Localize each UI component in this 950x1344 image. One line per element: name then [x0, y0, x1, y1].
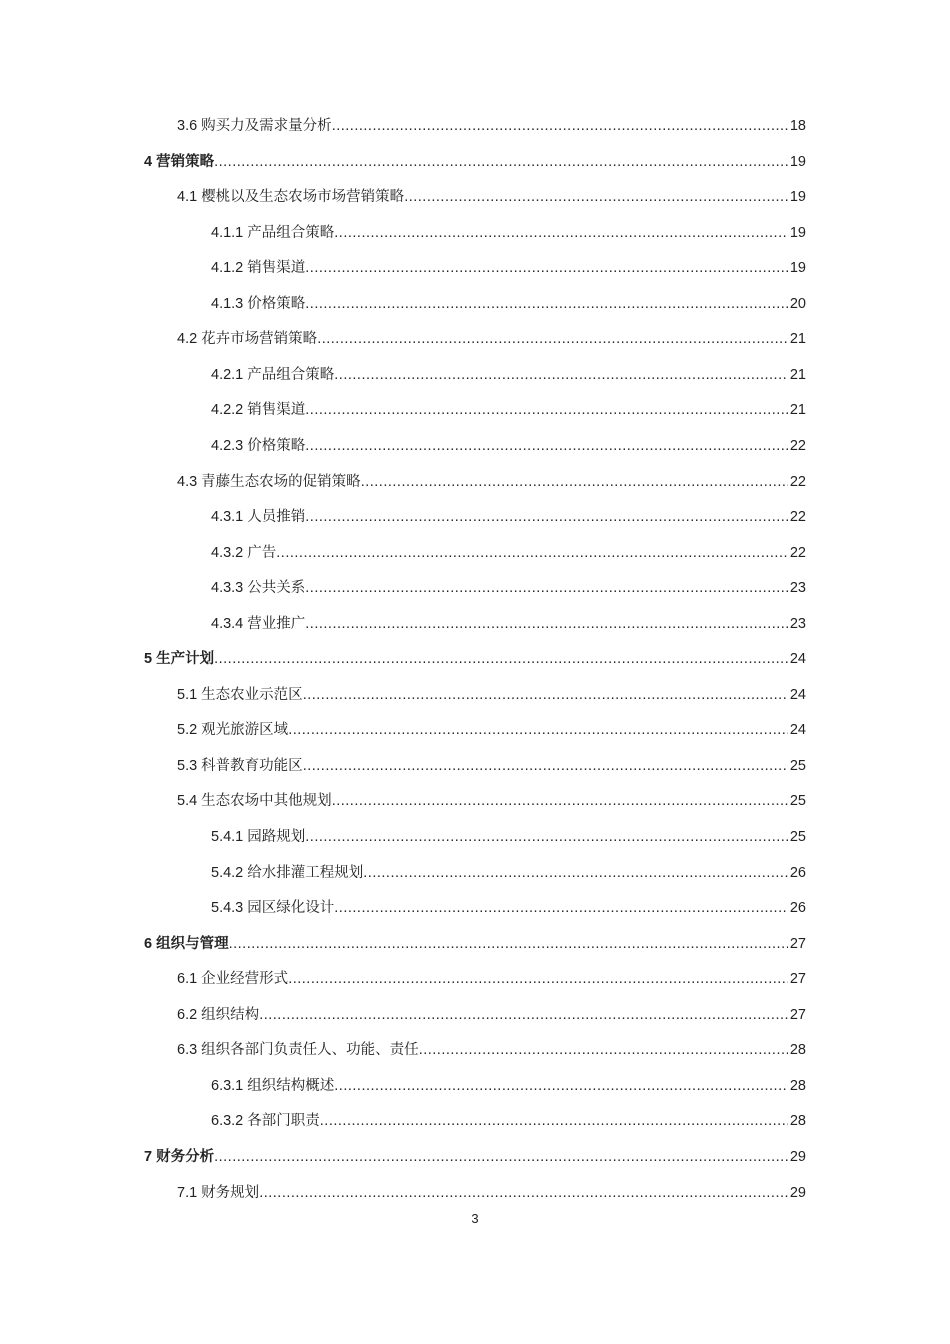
dot-leader	[259, 998, 788, 1034]
toc-entry-page: 27	[789, 971, 806, 988]
toc-entry-title: 4 营销策略	[144, 153, 215, 170]
toc-entry[interactable]	[211, 216, 806, 252]
toc-entry-title: 4.2.3 价格策略	[211, 437, 306, 454]
toc-entry-page: 29	[789, 1148, 806, 1165]
toc-entry-page: 26	[789, 900, 806, 917]
toc-entry[interactable]	[211, 500, 806, 536]
dot-leader	[334, 891, 788, 927]
dot-leader	[288, 713, 788, 749]
dot-leader	[305, 429, 788, 465]
toc-entry[interactable]	[211, 251, 806, 287]
toc-entry-page: 25	[789, 757, 806, 774]
toc-entry[interactable]	[177, 1176, 806, 1212]
toc-entry-title: 5.1 生态农业示范区	[177, 686, 303, 703]
toc-entry-page: 28	[789, 1042, 806, 1059]
dot-leader	[332, 109, 788, 145]
toc-entry-title: 4.3 青藤生态农场的促销策略	[177, 473, 361, 490]
toc-entry-title: 4.3.1 人员推销	[211, 509, 306, 526]
toc-entry[interactable]	[177, 1033, 806, 1069]
toc-entry-title: 4.1.1 产品组合策略	[211, 224, 335, 241]
toc-entry-page: 22	[789, 473, 806, 490]
toc-entry-page: 25	[789, 829, 806, 845]
toc-entry-title: 4.2.2 销售渠道	[211, 402, 306, 419]
toc-entry-page: 27	[789, 935, 806, 952]
toc-entry[interactable]	[211, 536, 806, 572]
toc-entry-title: 5.3 科普教育功能区	[177, 757, 303, 774]
toc-entry-page: 27	[789, 1006, 806, 1023]
dot-leader	[305, 571, 788, 607]
dot-leader	[229, 927, 788, 963]
dot-leader	[320, 1104, 788, 1140]
toc-entry-page: 23	[789, 615, 806, 632]
dot-leader	[363, 856, 788, 892]
toc-entry-title: 6.2 组织结构	[177, 1006, 260, 1023]
dot-leader	[305, 500, 788, 536]
toc-entry[interactable]	[211, 393, 806, 429]
toc-entry-page: 22	[789, 437, 806, 454]
dot-leader	[361, 465, 788, 501]
toc-entry-title: 5.4.3 园区绿化设计	[211, 900, 335, 917]
toc-entry[interactable]	[144, 145, 806, 181]
toc-entry[interactable]	[177, 713, 806, 749]
toc-entry[interactable]	[211, 856, 806, 892]
toc-entry[interactable]	[144, 642, 806, 678]
toc-entry[interactable]	[177, 998, 806, 1034]
toc-entry[interactable]	[211, 429, 806, 465]
toc-entry[interactable]	[211, 358, 806, 394]
toc-entry-page: 24	[789, 651, 806, 668]
dot-leader	[305, 820, 788, 856]
toc-entry[interactable]	[211, 891, 806, 927]
toc-entry-title: 6.3 组织各部门负责任人、功能、责任	[177, 1042, 419, 1059]
dot-leader	[214, 1140, 788, 1176]
dot-leader	[334, 216, 788, 252]
toc-entry-title: 6.3.2 各部门职责	[211, 1113, 320, 1130]
toc-entry-title: 6.1 企业经营形式	[177, 971, 289, 988]
toc-entry-title: 3.6 购买力及需求量分析	[177, 118, 332, 134]
toc-entry[interactable]	[177, 784, 806, 820]
dot-leader	[214, 642, 788, 678]
toc-entry-page: 19	[789, 260, 806, 277]
toc-entry-title: 5.4.2 给水排灌工程规划	[211, 864, 364, 881]
toc-entry-page: 28	[789, 1077, 806, 1094]
toc-entry-title: 6 组织与管理	[144, 935, 229, 952]
dot-leader	[419, 1033, 788, 1069]
toc-entry-title: 4.1.2 销售渠道	[211, 260, 306, 277]
toc-entry-title: 5 生产计划	[144, 651, 215, 668]
toc-entry[interactable]	[144, 1140, 806, 1176]
toc-entry-page: 24	[789, 686, 806, 703]
toc-entry-page: 21	[789, 366, 806, 383]
toc-entry-page: 26	[789, 864, 806, 881]
toc-entry-title: 4.2.1 产品组合策略	[211, 366, 335, 383]
toc-entry-title: 4.3.4 营业推广	[211, 615, 306, 632]
toc-entry-page: 21	[789, 402, 806, 419]
toc-entry-page: 23	[789, 580, 806, 597]
toc-entry[interactable]	[211, 287, 806, 323]
toc-entry[interactable]	[211, 607, 806, 643]
toc-entry-page: 21	[789, 331, 806, 348]
dot-leader	[334, 358, 788, 394]
toc-entry-page: 19	[789, 189, 806, 206]
toc-entry-title: 5.4 生态农场中其他规划	[177, 793, 332, 810]
toc-entry-page: 19	[789, 153, 806, 170]
toc-entry[interactable]	[177, 322, 806, 358]
toc-entry[interactable]	[177, 180, 806, 216]
page-number: 3	[471, 1211, 479, 1226]
toc-entry-page: 18	[789, 118, 806, 134]
dot-leader	[288, 962, 788, 998]
dot-leader	[303, 678, 788, 714]
toc-entry-title: 4.1.3 价格策略	[211, 295, 306, 312]
dot-leader	[214, 145, 788, 181]
toc-entry-page: 20	[789, 295, 806, 312]
dot-leader	[305, 393, 788, 429]
dot-leader	[276, 536, 788, 572]
toc-entry[interactable]	[177, 749, 806, 785]
toc-entry-title: 4.3.2 广告	[211, 544, 277, 561]
toc-entry[interactable]	[177, 962, 806, 998]
toc-entry-page: 28	[789, 1113, 806, 1130]
toc-entry-page: 22	[789, 544, 806, 561]
toc-entry[interactable]	[211, 1104, 806, 1140]
dot-leader	[303, 749, 788, 785]
toc-entry[interactable]	[144, 927, 806, 963]
toc-entry[interactable]	[177, 465, 806, 501]
toc-entry-page: 19	[789, 224, 806, 241]
dot-leader	[305, 287, 788, 323]
dot-leader	[332, 784, 788, 820]
toc-entry[interactable]	[177, 109, 806, 145]
dot-leader	[404, 180, 788, 216]
toc-entry-title: 7 财务分析	[144, 1148, 215, 1165]
toc-entry[interactable]	[177, 678, 806, 714]
dot-leader	[305, 251, 788, 287]
toc-entry-page: 22	[789, 509, 806, 526]
toc-entry-title: 5.2 观光旅游区域	[177, 722, 289, 739]
toc-entry-title: 6.3.1 组织结构概述	[211, 1077, 335, 1094]
toc-entry[interactable]	[211, 571, 806, 607]
toc-entry-title: 7.1 财务规划	[177, 1184, 260, 1201]
toc-entry-page: 24	[789, 722, 806, 739]
toc-entry-title: 4.3.3 公共关系	[211, 580, 306, 597]
toc-entry-title: 4.2 花卉市场营销策略	[177, 331, 318, 348]
dot-leader	[317, 322, 788, 358]
toc-entry[interactable]	[211, 820, 806, 856]
toc-entry-page: 29	[789, 1184, 806, 1201]
toc-entry[interactable]	[211, 1069, 806, 1105]
toc-entry-title: 4.1 樱桃以及生态农场市场营销策略	[177, 189, 405, 206]
dot-leader	[259, 1176, 788, 1212]
toc-entry-title: 5.4.1 园路规划	[211, 829, 306, 845]
dot-leader	[334, 1069, 788, 1105]
dot-leader	[305, 607, 788, 643]
toc-entry-page: 25	[789, 793, 806, 810]
